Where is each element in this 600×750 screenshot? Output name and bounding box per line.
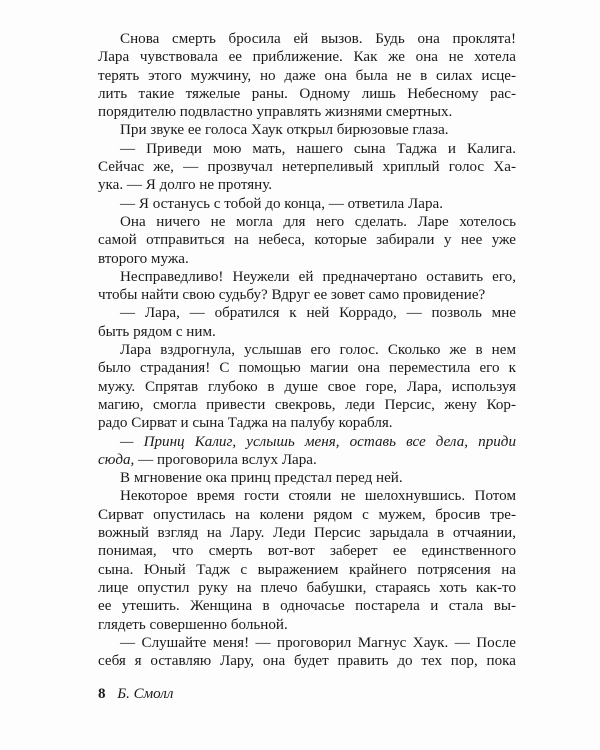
text-line: Сирват опустилась на колени рядом с мужем, бросив тре- — [98, 506, 516, 523]
text-line: вожный взгляд на Лару. Леди Персис зарыдала в отчаянии, — [98, 525, 516, 542]
text-line: Некоторое время гости стояли не шелохнувшись. Потом — [120, 488, 516, 505]
text-line: чтобы найти свою судьбу? Вдруг ее зовет само провидение? — [98, 287, 486, 304]
text-line: — Я останусь с тобой до конца, — ответила Лара. — [120, 195, 443, 212]
running-head: Б. Смолл — [117, 686, 174, 702]
text-line-mixed — [98, 451, 516, 469]
page-footer — [98, 686, 173, 703]
text-line: ука. — Я долго не протяну. — [98, 177, 273, 194]
text-line: Она ничего не могла для него сделать. Ларе хотелось — [120, 213, 516, 230]
text-line: — Лара, — обратился к ней Коррадо, — позволь мне — [120, 305, 516, 322]
text-line: Несправедливо! Неужели ей предначертано оставить его, — [120, 268, 516, 285]
text-fragment: — проговорила вслух Лара. — [134, 451, 317, 468]
text-line: радо Сирват и сына Таджа на палубу корабля. — [98, 415, 393, 432]
text-line: ее утешить. Женщина в одночасье постарела и стала вы- — [98, 598, 516, 615]
text-line: Сейчас же, — прозвучал нетерпеливый хриплый голос Ха- — [98, 159, 516, 176]
text-line: лить такие тяжелые раны. Одному лишь Небесному рас- — [98, 85, 516, 102]
text-line: При звуке ее голоса Хаук открыл бирюзовые глаза. — [120, 122, 449, 139]
text-line: порядителю подвластно управлять жизнями смертных. — [98, 104, 453, 121]
italic-fragment: сюда, — [98, 451, 135, 468]
text-line: терять этого мужчину, но даже она была не в силах исце- — [98, 67, 516, 84]
text-line: сына. Юный Тадж с выражением крайнего потрясения на — [98, 561, 516, 578]
text-line: В мгновение ока принц предстал перед ней. — [120, 470, 403, 487]
text-line: второго мужа. — [98, 250, 189, 267]
body-text — [98, 30, 516, 670]
text-line: было страдания! С помощью магии она переместила его к — [98, 360, 516, 377]
text-line: быть рядом с ним. — [98, 323, 216, 340]
text-line: мужу. Спрятав глубоко в душе свое горе, Лара, используя — [98, 378, 516, 395]
text-line: Снова смерть бросила ей вызов. Будь она проклята! — [120, 31, 516, 47]
text-line-italic: — Принц Калиг, услышь меня, оставь все дела, приди — [120, 433, 516, 450]
text-line: Лара чувствовала ее приближение. Как же она не хотела — [98, 49, 516, 66]
text-line: себя я оставляю Лару, она будет править до тех пор, пока — [98, 653, 516, 670]
page-number: 8 — [98, 686, 106, 702]
text-line: лице опустил руку на плечо бабушки, стараясь хоть как-то — [98, 579, 516, 596]
text-line: глядеть совершенно больной. — [98, 616, 288, 633]
text-line: Лара вздрогнула, услышав его голос. Сколько же в нем — [120, 342, 516, 359]
text-line: понимая, что смерть вот-вот заберет ее единственного — [98, 543, 516, 560]
text-line: — Слушайте меня! — проговорил Магнус Хаук. — После — [120, 634, 516, 651]
text-line: самой отправиться на небеса, которые забирали у нее уже — [98, 232, 516, 249]
text-line: — Приведи мою мать, нашего сына Таджа и Калига. — [120, 140, 516, 157]
text-line: магию, смогла привести свекровь, леди Персис, жену Кор- — [98, 396, 516, 413]
